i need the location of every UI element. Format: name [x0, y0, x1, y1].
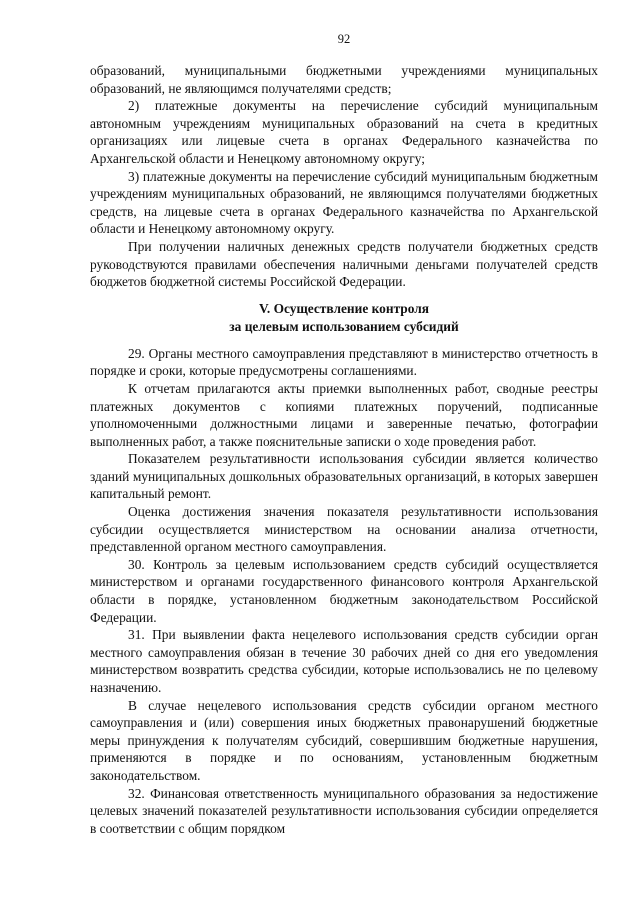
paragraph: 30. Контроль за целевым использованием средств субсидий осуществляется министерством и органами государственного финансового контроля Архангельской области в порядке, установленном бюджетным законодательством Российской Федерации.: [90, 556, 598, 625]
page-number: 92: [337, 32, 351, 46]
paragraph: 3) платежные документы на перечисление субсидий муниципальным бюджетным учреждениям муниципальных образований, не являющимся получателями бюджетных средств, на лицевые счета в органах Федерального казначейства по Архангельской области и Ненецкому автономному округу.: [90, 168, 598, 237]
paragraph: 31. При выявлении факта нецелевого использования средств субсидии орган местного самоуправления обязан в течение 30 рабочих дней со дня его уведомления министерством возвратить средства субсидии, которые использовались не по целевому назначению.: [90, 627, 598, 695]
paragraph: Оценка достижения значения показателя результативности использования субсидии осуществляется министерством на основании анализа отчетности, представленной органом местного самоуправления.: [90, 504, 598, 555]
paragraph: В случае нецелевого использования средств субсидии органом местного самоуправления и (или) совершения иных бюджетных правонарушений бюджетные меры принуждения к получателям субсидий, совершившим бюджетные нарушения, применяются в порядке и по основаниям, установленным бюджетным законодательством.: [90, 697, 598, 783]
paragraph: Показателем результативности использования субсидии является количество зданий муниципальных дошкольных образовательных организаций, в которых завершен капитальный ремонт.: [90, 451, 598, 502]
section-title-line-2: за целевым использованием субсидий: [229, 318, 459, 334]
paragraph: К отчетам прилагаются акты приемки выполненных работ, сводные реестры платежных документов с копиями платежных поручений, подписанные уполномоченными должностными лицами и заверенные печатью, фотографии выполненных работ, а также пояснительные записки о ходе проведения работ.: [90, 380, 598, 449]
paragraph: 2) платежные документы на перечисление субсидий муниципальным автономным учреждениям муниципальных образований на счета в кредитных организациях или лицевые счета в органах Федерального казначейства по Архангельской области и Ненецкому автономному округу;: [90, 98, 598, 166]
paragraph: образований, муниципальными бюджетными учреждениями муниципальных образований, не являющимся получателями средств;: [90, 63, 598, 96]
paragraph: 29. Органы местного самоуправления представляют в министерство отчетность в порядке и сроки, которые предусмотрены соглашениями.: [90, 345, 598, 379]
document-body: [90, 62, 598, 837]
section-title: [90, 300, 598, 336]
paragraph: При получении наличных денежных средств получатели бюджетных средств руководствуются правилами обеспечения наличными деньгами получателей средств бюджетов бюджетной системы Российской Федерации.: [90, 238, 598, 290]
paragraph: 32. Финансовая ответственность муниципального образования за недостижение целевых значений показателей результативности использования субсидии определяется в соответствии с общим порядком: [90, 785, 598, 836]
section-title-line-1: V. Осуществление контроля: [258, 300, 430, 316]
